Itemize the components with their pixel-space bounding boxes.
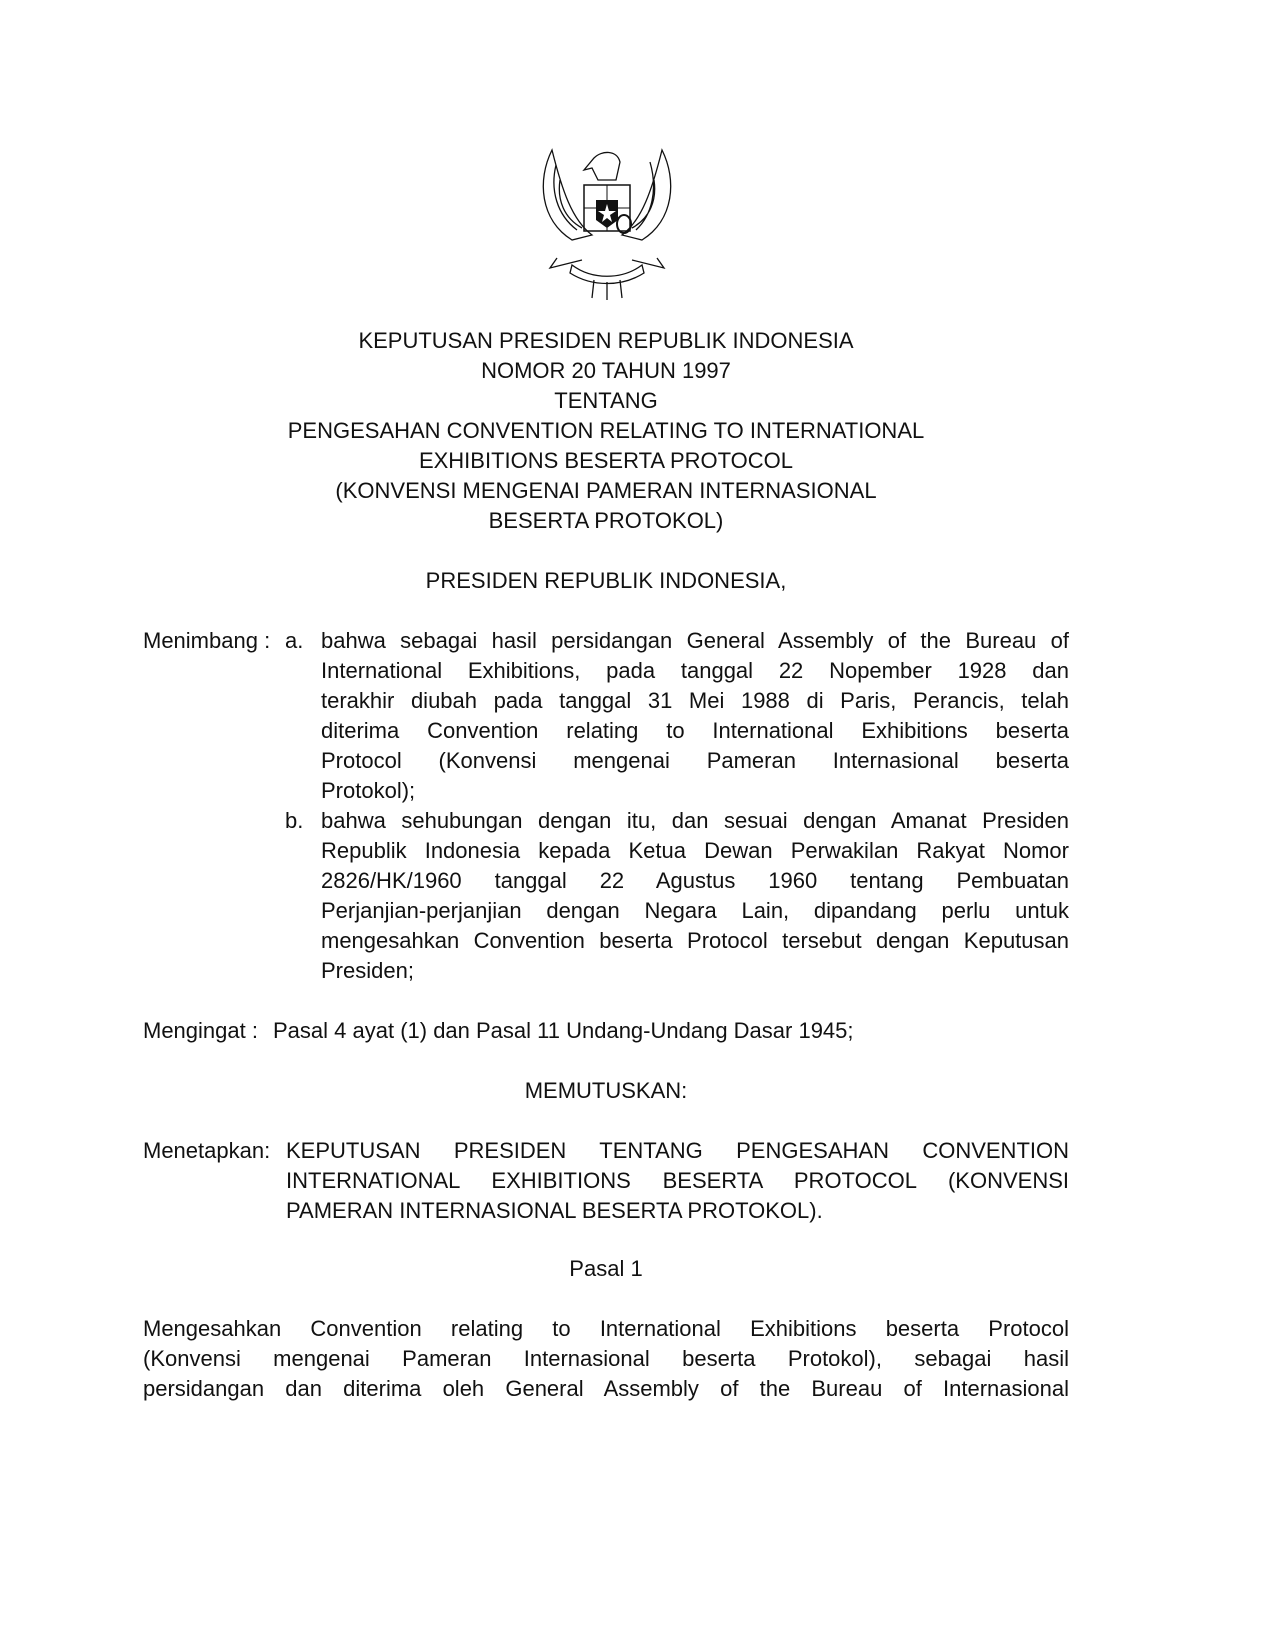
title-line: EXHIBITIONS BESERTA PROTOCOL	[418, 448, 794, 473]
title-line: TENTANG	[554, 388, 658, 413]
menimbang-line: Presiden;	[321, 958, 414, 983]
pasal-1-line: Mengesahkan Convention relating to International Exhibitions beserta Protocol	[143, 1316, 1069, 1341]
menetapkan-line: INTERNATIONAL EXHIBITIONS BESERTA PROTOCOL (KONVENSI	[286, 1168, 1069, 1193]
menimbang-line: mengesahkan Convention beserta Protocol tersebut dengan Keputusan	[321, 928, 1069, 953]
pasal-1-line: persidangan dan diterima oleh General Assembly of the Bureau of Internasional	[143, 1376, 1069, 1401]
mengingat-text: Pasal 4 ayat (1) dan Pasal 11 Undang-Undang Dasar 1945;	[273, 1018, 854, 1043]
menimbang-line: terakhir diubah pada tanggal 31 Mei 1988 di Paris, Perancis, telah	[321, 688, 1069, 713]
menimbang-line: Perjanjian-perjanjian dengan Negara Lain, dipandang perlu untuk	[321, 898, 1069, 923]
title-line: NOMOR 20 TAHUN 1997	[481, 358, 731, 383]
menimbang-line: bahwa sehubungan dengan itu, dan sesuai dengan Amanat Presiden	[321, 808, 1069, 833]
menimbang-line: Protocol (Konvensi mengenai Pameran Internasional beserta	[321, 748, 1069, 773]
memutuskan-heading: MEMUTUSKAN:	[524, 1078, 688, 1103]
item-marker: a.	[285, 628, 304, 653]
menimbang-line: International Exhibitions, pada tanggal 22 Nopember 1928 dan	[321, 658, 1069, 683]
title-line: (KONVENSI MENGENAI PAMERAN INTERNASIONAL	[335, 478, 877, 503]
item-marker: b.	[285, 808, 304, 833]
menetapkan-label: Menetapkan:	[143, 1138, 271, 1163]
title-line: PENGESAHAN CONVENTION RELATING TO INTERNATIONAL	[287, 418, 925, 443]
menimbang-line: 2826/HK/1960 tanggal 22 Agustus 1960 tentang Pembuatan	[321, 868, 1069, 893]
pasal-1-line: (Konvensi mengenai Pameran Internasional beserta Protokol), sebagai hasil	[143, 1346, 1069, 1371]
garuda-emblem-icon	[532, 140, 682, 300]
menimbang-line: diterima Convention relating to International Exhibitions beserta	[321, 718, 1069, 743]
title-line: KEPUTUSAN PRESIDEN REPUBLIK INDONESIA	[358, 328, 854, 353]
menetapkan-line: PAMERAN INTERNASIONAL BESERTA PROTOKOL).	[286, 1198, 823, 1223]
menimbang-label: Menimbang :	[143, 628, 271, 653]
title-line: BESERTA PROTOKOL)	[488, 508, 724, 533]
menimbang-line: Republik Indonesia kepada Ketua Dewan Perwakilan Rakyat Nomor	[321, 838, 1069, 863]
pasal-1-heading: Pasal 1	[569, 1256, 643, 1281]
menetapkan-line: KEPUTUSAN PRESIDEN TENTANG PENGESAHAN CONVENTION	[286, 1138, 1069, 1163]
mengingat-label: Mengingat :	[143, 1018, 258, 1043]
menimbang-line: Protokol);	[321, 778, 416, 803]
president-heading: PRESIDEN REPUBLIK INDONESIA,	[425, 568, 787, 593]
menimbang-line: bahwa sebagai hasil persidangan General Assembly of the Bureau of	[321, 628, 1069, 653]
